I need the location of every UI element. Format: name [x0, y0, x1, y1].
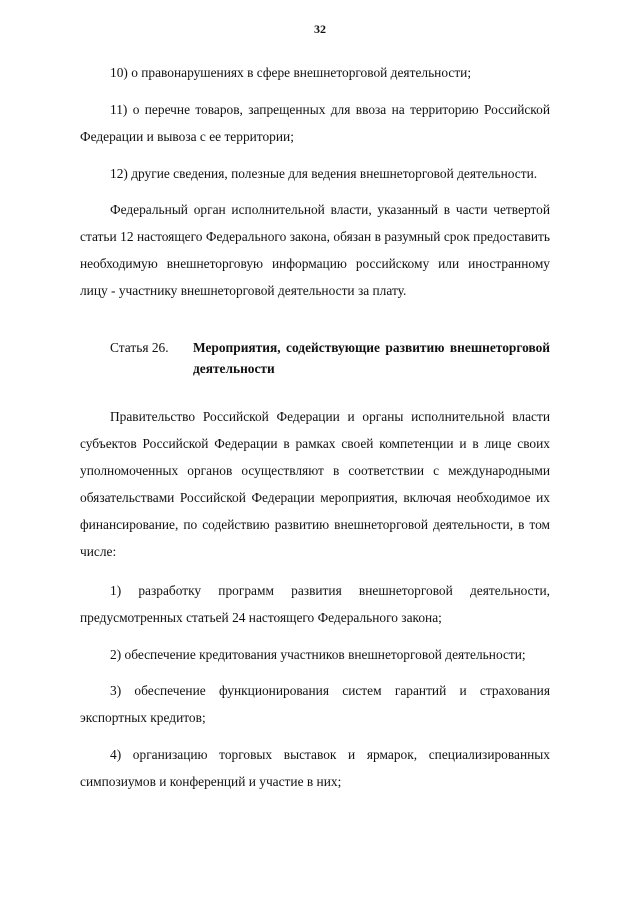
paragraph-item-10: 10) о правонарушениях в сфере внешнеторговой деятельности; — [110, 65, 472, 80]
paragraph-government-measures: Правительство Российской Федерации и органы исполнительной власти субъектов Российской Федерации в рамках своей компетенции и в лице своих уполномоченных органов осуществляют в соответствии с международными обязательствами Российской Федерации мероприятия, включая необходимое их финансирование, по содействию развитию внешнеторговой деятельности, в том числе: — [80, 409, 550, 559]
paragraph-measure-3: 3) обеспечение функционирования систем гарантий и страхования экспортных кредитов; — [80, 683, 550, 725]
paragraph-federal-organ: Федеральный орган исполнительной власти, указанный в части четвертой статьи 12 настоящего Федерального закона, обязан в разумный срок предоставить необходимую внешнеторговую информацию российскому или иностранному лицу - участнику внешнеторговой деятельности за плату. — [80, 202, 550, 298]
paragraph-measure-4: 4) организацию торговых выставок и ярмарок, специализированных симпозиумов и конференций и участие в них; — [80, 747, 550, 789]
article-title: Мероприятия, содействующие развитию внешнеторговой деятельности — [193, 340, 550, 376]
article-number: Статья 26. — [110, 340, 169, 355]
paragraph-item-12: 12) другие сведения, полезные для ведения внешнеторговой деятельности. — [110, 166, 538, 181]
page-number: 32 — [314, 22, 326, 36]
paragraph-measure-1: 1) разработку программ развития внешнеторговой деятельности, предусмотренных статьей 24 настоящего Федерального закона; — [80, 583, 550, 625]
paragraph-measure-2: 2) обеспечение кредитования участников внешнеторговой деятельности; — [110, 647, 526, 662]
paragraph-item-11: 11) о перечне товаров, запрещенных для ввоза на территорию Российской Федерации и вывоза с ее территории; — [80, 102, 550, 144]
